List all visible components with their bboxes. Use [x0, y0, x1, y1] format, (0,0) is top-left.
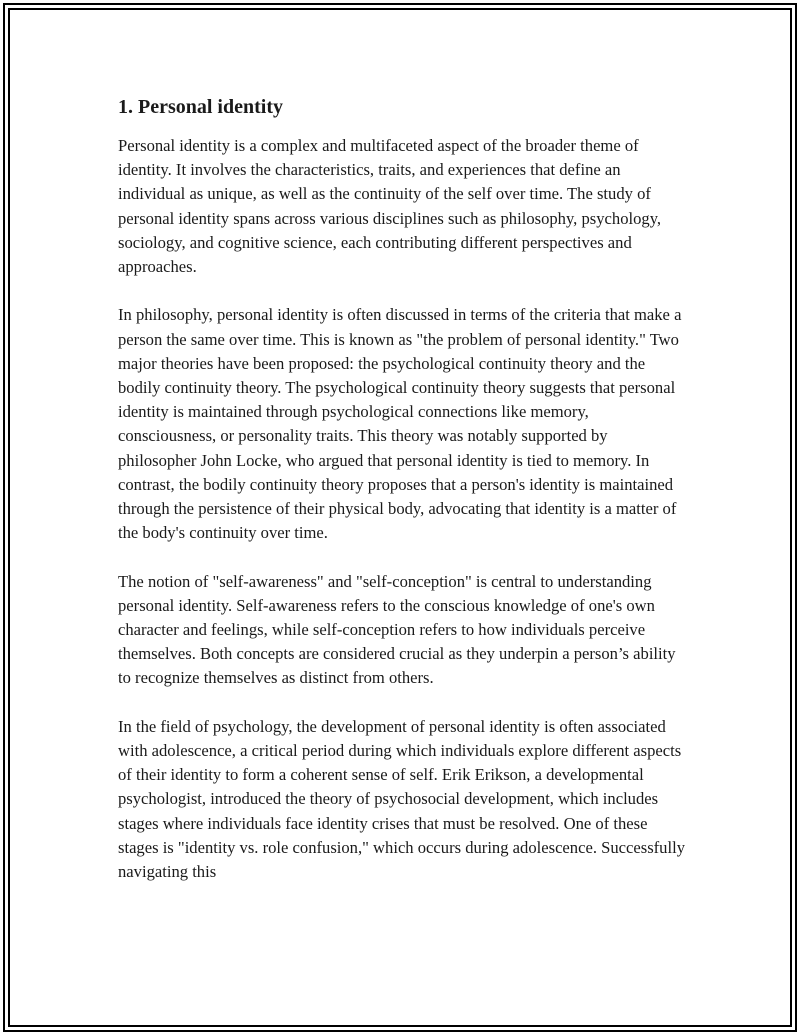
paragraph-psychology: In the field of psychology, the development of personal identity is often associated with adolescence, a critical period during which individuals explore different aspects of their identity to form a coherent sense of self. Erik Erikson, a developmental psychologist, introduced the theory of psychosocial development, which includes stages where individuals face identity crises that must be resolved. One of these stages is "identity vs. role confusion," which occurs during adolescence. Successfully navigating this	[118, 716, 685, 882]
section-heading: 1. Personal identity	[118, 96, 283, 118]
document-body	[118, 93, 688, 908]
paragraph-intro: Personal identity is a complex and multifaceted aspect of the broader theme of identity. It involves the characteristics, traits, and experiences that define an individual as unique, as well as the continuity of the self over time. The study of personal identity spans across various disciplines such as philosophy, psychology, sociology, and cognitive science, each contributing different perspectives and approaches.	[118, 136, 662, 277]
paragraph-philosophy: In philosophy, personal identity is often discussed in terms of the criteria that make a person the same over time. This is known as "the problem of personal identity." Two major theories have been proposed: the psychological continuity theory and the bodily continuity theory. The psychological continuity theory suggests that personal identity is maintained through psychological connections like memory, consciousness, or personality traits. This theory was notably supported by philosopher John Locke, who argued that personal identity is tied to memory. In contrast, the bodily continuity theory proposes that a person's identity is maintained through the persistence of their physical body, advocating that identity is a matter of the body's continuity over time.	[118, 305, 682, 543]
paragraph-self-awareness: The notion of "self-awareness" and "self-conception" is central to understanding personal identity. Self-awareness refers to the conscious knowledge of one's own character and feelings, while self-conception refers to how individuals perceive themselves. Both concepts are considered crucial as they underpin a person’s ability to recognize themselves as distinct from others.	[118, 571, 676, 688]
